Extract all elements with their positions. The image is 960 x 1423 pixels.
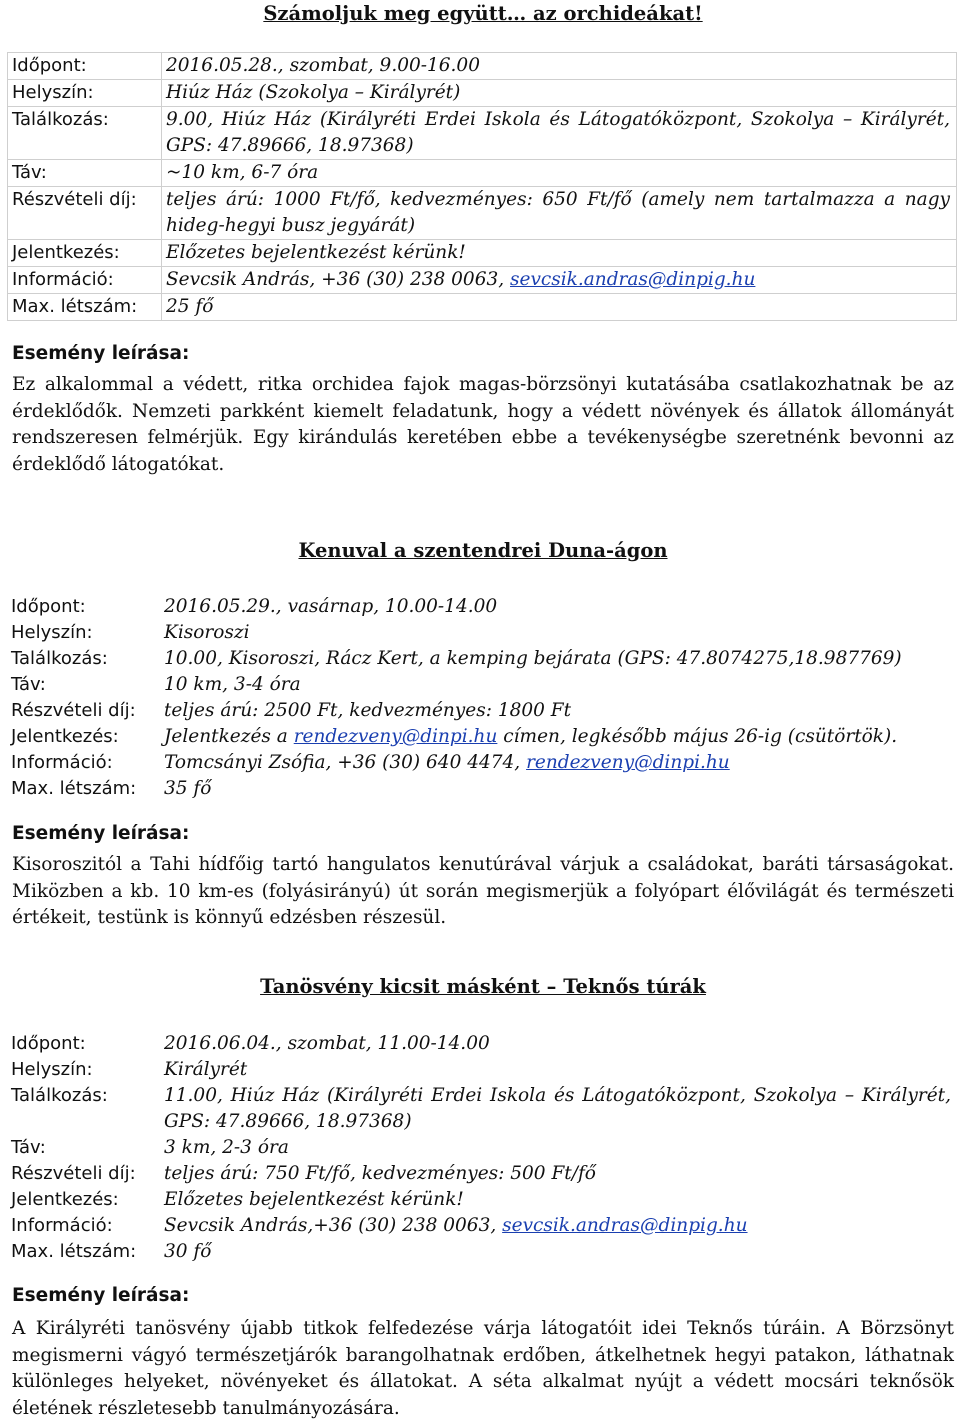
event2-key-meeting: Találkozás: — [11, 648, 108, 669]
event3-row-meeting — [7, 1083, 957, 1135]
event2-registration-email-link[interactable]: rendezveny@dinpi.hu — [293, 726, 498, 747]
event2-info-text: Tomcsányi Zsófia, +36 (30) 640 4474, — [164, 752, 527, 773]
event3-value-distance: 3 km, 2-3 óra — [164, 1137, 289, 1158]
event2-key-registration: Jelentkezés: — [11, 726, 119, 747]
event2-value-info — [160, 750, 957, 776]
event2-row-info — [7, 750, 957, 776]
event2-desc-label: Esemény leírása: — [12, 823, 190, 844]
event1-value-distance: ~10 km, 6-7 óra — [162, 160, 957, 187]
event1-row-place — [8, 80, 957, 107]
event2-row-max — [7, 776, 957, 802]
event1-key-time: Időpont: — [8, 53, 162, 80]
event2-key-fee: Részvételi díj: — [11, 700, 136, 721]
event3-key-place: Helyszín: — [11, 1059, 93, 1080]
event3-info-text: Sevcsik András,+36 (30) 238 0063, — [164, 1215, 503, 1236]
event3-value-place: Királyrét — [164, 1059, 248, 1080]
event2-value-distance: 10 km, 3-4 óra — [164, 674, 301, 695]
event3-title: Tanösvény kicsit másként – Teknős túrák — [260, 975, 706, 998]
event3-row-registration — [7, 1187, 957, 1213]
event2-value-max: 35 fő — [164, 778, 212, 799]
event3-value-time: 2016.06.04., szombat, 11.00-14.00 — [164, 1033, 490, 1054]
event1-key-fee: Részvételi díj: — [8, 187, 162, 240]
event1-value-registration: Előzetes bejelentkezést kérünk! — [162, 240, 957, 267]
event1-value-meeting: 9.00, Hiúz Ház (Királyréti Erdei Iskola és Látogatóközpont, Szokolya – Királyrét, GPS: 47.89666, 18.97368) — [162, 107, 957, 160]
event2-info-table — [7, 594, 957, 802]
event1-title: Számoljuk meg együtt… az orchideákat! — [263, 2, 703, 25]
event1-row-distance — [8, 160, 957, 187]
event3-value-registration: Előzetes bejelentkezést kérünk! — [164, 1189, 464, 1210]
event1-key-meeting: Találkozás: — [8, 107, 162, 160]
event2-key-distance: Táv: — [11, 674, 46, 695]
event2-description: Kisoroszitól a Tahi hídfőig tartó hangulatos kenutúrával várjuk a családokat, baráti társaságokat. Miközben a kb. 10 km-es (folyásirányú) út során megismerjük a folyópart élővilágát és természeti értékeit, testünk is könnyű edzésben részesül. — [12, 854, 954, 928]
event2-title: Kenuval a szentendrei Duna-ágon — [298, 539, 668, 562]
event3-info-table — [7, 1031, 957, 1265]
event2-row-distance — [7, 672, 957, 698]
event1-key-place: Helyszín: — [8, 80, 162, 107]
event1-key-max: Max. létszám: — [8, 294, 162, 321]
event2-registration-text: Jelentkezés a — [164, 726, 294, 747]
event3-description: A Királyréti tanösvény újabb titkok felfedezése várja látogatóit idei Teknős túráin. A Börzsönyt megismerni vágyó természetjárók barangolhatnak erdőben, átkelhetnek hegyi patakon, láthatnak különleges helyeket, növényeket és állatokat. A séta alkalmat nyújt a védett mocsári teknősök életének részletesebb tanulmányozására. — [12, 1318, 954, 1419]
event1-key-registration: Jelentkezés: — [8, 240, 162, 267]
event2-row-meeting — [7, 646, 957, 672]
event1-row-max — [8, 294, 957, 321]
event3-row-distance — [7, 1135, 957, 1161]
event2-row-place — [7, 620, 957, 646]
event3-value-fee: teljes árú: 750 Ft/fő, kedvezményes: 500 Ft/fő — [164, 1163, 596, 1184]
event3-row-max — [7, 1239, 957, 1265]
event2-row-fee — [7, 698, 957, 724]
event1-row-time — [8, 53, 957, 80]
event2-email-link[interactable]: rendezveny@dinpi.hu — [526, 752, 730, 773]
event3-key-distance: Táv: — [11, 1137, 46, 1158]
event3-key-fee: Részvételi díj: — [11, 1163, 136, 1184]
event3-key-registration: Jelentkezés: — [11, 1189, 119, 1210]
event2-value-registration — [160, 724, 957, 750]
event2-value-meeting: 10.00, Kisoroszi, Rácz Kert, a kemping bejárata (GPS: 47.8074275,18.987769) — [164, 648, 902, 669]
event3-row-info — [7, 1213, 957, 1239]
event2-row-time — [7, 594, 957, 620]
event3-key-time: Időpont: — [11, 1033, 86, 1054]
event3-key-info: Információ: — [11, 1215, 113, 1236]
event3-value-info — [160, 1213, 957, 1239]
event1-value-info — [162, 267, 957, 294]
event1-row-meeting — [8, 107, 957, 160]
event3-key-meeting: Találkozás: — [11, 1085, 108, 1106]
event1-value-time: 2016.05.28., szombat, 9.00-16.00 — [162, 53, 957, 80]
event2-key-max: Max. létszám: — [11, 778, 137, 799]
event1-key-distance: Táv: — [8, 160, 162, 187]
event1-row-registration — [8, 240, 957, 267]
event2-value-fee: teljes árú: 2500 Ft, kedvezményes: 1800 Ft — [164, 700, 572, 721]
event3-desc-label: Esemény leírása: — [12, 1285, 190, 1306]
event2-key-info: Információ: — [11, 752, 113, 773]
event3-row-place — [7, 1057, 957, 1083]
event1-row-fee — [8, 187, 957, 240]
event1-desc-label: Esemény leírása: — [12, 343, 190, 364]
event2-registration-suffix: címen, legkésőbb május 26-ig (csütörtök). — [497, 726, 898, 747]
event3-value-max: 30 fő — [164, 1241, 212, 1262]
event3-value-meeting: 11.00, Hiúz Ház (Királyréti Erdei Iskola és Látogatóközpont, Szokolya – Királyrét, GPS: 47.89666, 18.97368) — [164, 1085, 951, 1132]
event3-key-max: Max. létszám: — [11, 1241, 137, 1262]
event2-value-place: Kisoroszi — [164, 622, 250, 643]
event1-info-text: Sevcsik András, +36 (30) 238 0063, — [166, 269, 510, 290]
event1-description: Ez alkalommal a védett, ritka orchidea fajok magas-börzsönyi kutatásába csatlakozhatnak be az érdeklődők. Nemzeti parkként kiemelt feladatunk, hogy a védett növények és állatok állományát rendszeresen felmérjük. Egy kirándulás keretében ebbe a tevékenységbe szeretnénk bevonni az érdeklődő látogatókat. — [12, 374, 954, 475]
event1-email-link[interactable]: sevcsik.andras@dinpig.hu — [510, 269, 756, 290]
event1-info-table — [7, 52, 957, 321]
event1-row-info — [8, 267, 957, 294]
event3-email-link[interactable]: sevcsik.andras@dinpig.hu — [502, 1215, 748, 1236]
event2-value-time: 2016.05.29., vasárnap, 10.00-14.00 — [164, 596, 498, 617]
event1-key-info: Információ: — [8, 267, 162, 294]
event3-row-time — [7, 1031, 957, 1057]
event2-key-time: Időpont: — [11, 596, 86, 617]
event2-key-place: Helyszín: — [11, 622, 93, 643]
event2-row-registration — [7, 724, 957, 750]
event3-row-fee — [7, 1161, 957, 1187]
event1-value-fee: teljes árú: 1000 Ft/fő, kedvezményes: 650 Ft/fő (amely nem tartalmazza a nagy hideg-hegyi busz jegyárát) — [162, 187, 957, 240]
event1-value-place: Hiúz Ház (Szokolya – Királyrét) — [162, 80, 957, 107]
event1-value-max: 25 fő — [162, 294, 957, 321]
